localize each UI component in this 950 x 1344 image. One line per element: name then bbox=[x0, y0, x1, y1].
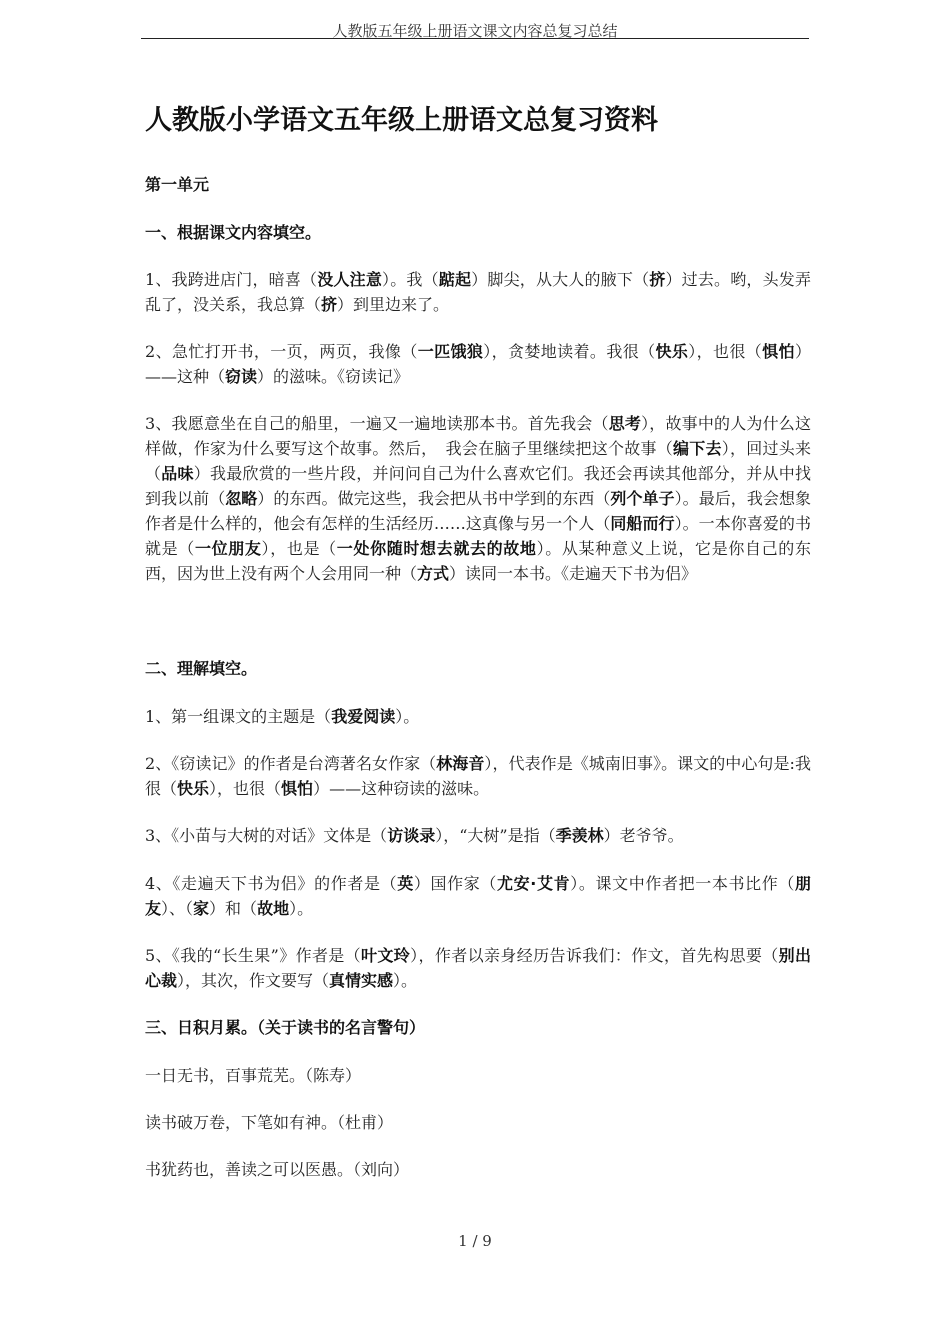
body-text: ）国作家（ bbox=[413, 874, 497, 893]
section2-paragraph-1 bbox=[145, 704, 811, 729]
answer-text: 思考 bbox=[608, 414, 642, 433]
answer-text: 林海音 bbox=[436, 754, 485, 773]
body-text: ），故事中的人为什么这样做，作家为什么要写这个故事。然后， 我会在脑子里继续把这个故事（ bbox=[145, 414, 811, 458]
answer-text: 一处你随时想去就去的故地 bbox=[336, 539, 537, 558]
answer-text: 方式 bbox=[417, 564, 450, 583]
body-text: ），也很（ bbox=[209, 779, 282, 798]
body-text: ）——这种（ bbox=[145, 342, 811, 386]
answer-text: 英 bbox=[397, 874, 414, 893]
section1-heading: 一、根据课文内容填空。 bbox=[145, 223, 322, 242]
answer-text: 别出心裁 bbox=[145, 946, 811, 990]
answer-text: 访谈录 bbox=[387, 826, 436, 845]
body-text: 5、《我的“长生果”》作者是（ bbox=[145, 946, 362, 965]
answer-text: 踮起 bbox=[438, 270, 472, 289]
body-text: ）。 bbox=[395, 707, 420, 726]
answer-text: 惧怕 bbox=[281, 779, 314, 798]
body-text: ）老爷爷。 bbox=[603, 826, 684, 845]
answer-text: 一匹饿狼 bbox=[417, 342, 484, 361]
answer-text: 一位朋友 bbox=[194, 539, 262, 558]
section2-paragraph-3 bbox=[145, 823, 811, 848]
quote-3: 书犹药也，善读之可以医愚。（刘向） bbox=[145, 1160, 410, 1179]
body-text: ），作者以亲身经历告诉我们：作文，首先构思要（ bbox=[410, 946, 779, 965]
body-text: ），也很（ bbox=[688, 342, 763, 361]
body-text: ），其次，作文要写（ bbox=[177, 971, 330, 990]
document-title: 人教版小学语文五年级上册语文总复习资料 bbox=[145, 105, 658, 136]
quote-2: 读书破万卷，下笔如有神。（杜甫） bbox=[145, 1113, 394, 1132]
body-text: ）——这种窃读的滋味。 bbox=[313, 779, 490, 798]
answer-text: 编下去 bbox=[673, 439, 722, 458]
answer-text: 挤 bbox=[649, 270, 666, 289]
body-text: ）脚尖，从大人的腋下（ bbox=[471, 270, 650, 289]
body-text: ）我最欣赏的一些片段，并问问自己为什么喜欢它们。我还会再读其他部分，并从中找到我以前（ bbox=[145, 464, 811, 508]
running-header: 人教版五年级上册语文课文内容总复习总结 bbox=[332, 22, 618, 40]
body-text: ）。一本你喜爱的书就是（ bbox=[145, 514, 811, 558]
body-text: ）读同一本书。《走遍天下书为侣》 bbox=[449, 564, 698, 583]
section2-paragraph-5 bbox=[145, 943, 811, 993]
section1-paragraph-3 bbox=[145, 411, 811, 586]
answer-text: 快乐 bbox=[655, 342, 689, 361]
body-text: ）的东西。做完这些，我会把从书中学到的东西（ bbox=[257, 489, 611, 508]
answer-text: 窃读 bbox=[225, 367, 258, 386]
answer-text: 朋友 bbox=[145, 874, 811, 918]
answer-text: 列个单子 bbox=[610, 489, 675, 508]
body-text: ）和（ bbox=[209, 899, 258, 918]
answer-text: 真情实感 bbox=[329, 971, 394, 990]
body-text: ）。从某种意义上说，它是你自己的东西，因为世上没有两个人会用同一种（ bbox=[145, 539, 811, 583]
section3-heading: 三、日积月累。（关于读书的名言警句） bbox=[145, 1018, 426, 1037]
section1-paragraph-1 bbox=[145, 267, 811, 317]
section1-paragraph-2 bbox=[145, 339, 811, 389]
body-text: ）。 bbox=[289, 899, 314, 918]
body-text: ）到里边来了。 bbox=[337, 295, 450, 314]
unit-heading: 第一单元 bbox=[145, 175, 210, 194]
body-text: 2、《窃读记》的作者是台湾著名女作家（ bbox=[145, 754, 437, 773]
answer-text: 挤 bbox=[321, 295, 338, 314]
body-text: ），回过头来（ bbox=[145, 439, 811, 483]
answer-text: 惧怕 bbox=[762, 342, 795, 361]
answer-text: 品味 bbox=[161, 464, 194, 483]
answer-text: 没人注意 bbox=[317, 270, 383, 289]
quote-1: 一日无书，百事荒芜。（陈寿） bbox=[145, 1066, 362, 1085]
body-text: ）。课文中作者把一本书比作（ bbox=[570, 874, 795, 893]
body-text: 3、《小苗与大树的对话》文体是（ bbox=[145, 826, 388, 845]
body-text: ）的滋味。《窃读记》 bbox=[257, 367, 410, 386]
body-text: 2、急忙打开书，一页，两页，我像（ bbox=[145, 342, 418, 361]
answer-text: 忽略 bbox=[225, 489, 258, 508]
body-text: ）、（ bbox=[161, 899, 194, 918]
answer-text: 我爱阅读 bbox=[331, 707, 396, 726]
section2-paragraph-4 bbox=[145, 871, 811, 921]
body-text: ）。最后，我会想象作者是什么样的，他会有怎样的生活经历……这真像与另一个人（ bbox=[145, 489, 811, 533]
body-text: ）。我（ bbox=[382, 270, 439, 289]
body-text: 1、第一组课文的主题是（ bbox=[145, 707, 332, 726]
body-text: ）。 bbox=[393, 971, 418, 990]
page-number: 1 / 9 bbox=[458, 1232, 492, 1250]
body-text: ），也是（ bbox=[261, 539, 337, 558]
body-text: 4、《走遍天下书为侣》的作者是（ bbox=[145, 874, 398, 893]
answer-text: 家 bbox=[193, 899, 210, 918]
section2-paragraph-2 bbox=[145, 751, 811, 801]
answer-text: 快乐 bbox=[177, 779, 210, 798]
body-text: ）过去。哟，头发弄乱了，没关系，我总算（ bbox=[145, 270, 811, 314]
answer-text: 尤安·艾肯 bbox=[496, 874, 571, 893]
section2-heading: 二、理解填空。 bbox=[145, 659, 258, 678]
header-rule bbox=[141, 38, 809, 39]
answer-text: 季羡林 bbox=[555, 826, 604, 845]
body-text: ），代表作是《城南旧事》。课文的中心句是:我很（ bbox=[145, 754, 811, 798]
answer-text: 故地 bbox=[257, 899, 290, 918]
body-text: ），“大树”是指（ bbox=[435, 826, 556, 845]
body-text: 1、我跨进店门，暗喜（ bbox=[145, 270, 318, 289]
body-text: ），贪婪地读着。我很（ bbox=[483, 342, 656, 361]
answer-text: 叶文玲 bbox=[361, 946, 411, 965]
body-text: 3、我愿意坐在自己的船里，一遍又一遍地读那本书。首先我会（ bbox=[145, 414, 609, 433]
answer-text: 同船而行 bbox=[610, 514, 675, 533]
